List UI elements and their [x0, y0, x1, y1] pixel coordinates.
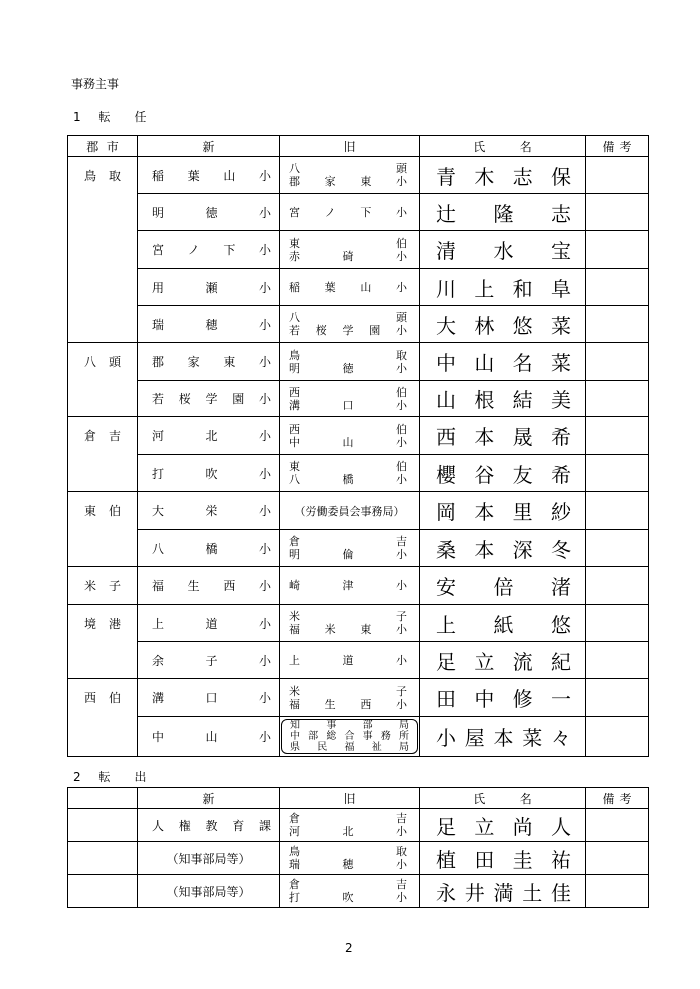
header-old: 旧: [280, 136, 420, 157]
city-cell: [68, 842, 138, 875]
name-cell: [420, 842, 586, 875]
new-school: 福 生 西 小: [152, 579, 271, 593]
person-name: 清 水 宝: [436, 239, 571, 263]
table-row: [68, 842, 649, 875]
city-cell: [68, 875, 138, 908]
transfer-table: [67, 135, 649, 757]
city-cell: [68, 343, 138, 417]
header-name: 氏 名: [420, 788, 586, 809]
old-school: [280, 162, 419, 188]
table-row: [68, 417, 649, 455]
person-name: 青 木 志 保: [436, 164, 571, 189]
memo-cell: [586, 642, 649, 679]
person-name: 中 山 名 菜: [436, 351, 571, 375]
memo-cell: [586, 269, 649, 306]
table-row: [68, 642, 649, 679]
old-cell: [280, 157, 420, 194]
table-row: [68, 343, 649, 381]
name-cell: [420, 306, 586, 343]
old-school: [280, 311, 419, 337]
new-cell: [138, 343, 280, 381]
city-name: 八 頭: [84, 355, 121, 369]
old-school: [280, 281, 419, 294]
new-cell: [138, 530, 280, 567]
person-name: 櫻 谷 友 希: [436, 462, 571, 487]
old-line: 鳥 取: [289, 348, 407, 362]
old-line: 上 道 小: [289, 653, 407, 667]
memo-cell: [586, 809, 649, 842]
old-cell: [280, 875, 420, 908]
person-name: 桑 本 深 冬: [436, 537, 571, 562]
table-row: [68, 717, 649, 757]
table-row: [68, 567, 649, 605]
old-line: 八 頭: [289, 311, 407, 324]
new-cell: [138, 567, 280, 605]
person-name: 足 立 流 紀: [436, 649, 571, 674]
new-cell: [138, 875, 280, 908]
memo-cell: [586, 343, 649, 381]
old-boxed: [281, 719, 418, 754]
old-line: 知 事 部 局: [290, 720, 409, 731]
old-school: [280, 460, 419, 486]
new-school: （知事部局等）: [166, 851, 251, 866]
new-school: 稲 葉 山 小: [152, 168, 271, 183]
section2-number: 2: [73, 770, 81, 784]
name-cell: [420, 455, 586, 492]
new-cell: [138, 605, 280, 642]
memo-cell: [586, 381, 649, 417]
old-line: 福 米 東 小: [289, 623, 407, 636]
table-row: [68, 194, 649, 231]
name-cell: [420, 530, 586, 567]
person-name: 辻 隆 志: [436, 201, 571, 226]
old-school: [280, 610, 419, 636]
old-cell: [280, 679, 420, 717]
name-cell: [420, 231, 586, 269]
old-school: [280, 386, 419, 412]
memo-cell: [586, 679, 649, 717]
old-cell: [280, 492, 420, 530]
new-school: 明 徳 小: [152, 205, 271, 220]
memo-cell: [586, 842, 649, 875]
memo-cell: [586, 231, 649, 269]
name-cell: [420, 492, 586, 530]
table-row: [68, 381, 649, 417]
new-school: 瑞 穂 小: [152, 317, 271, 332]
new-cell: [138, 492, 280, 530]
old-line: 福 生 西 小: [289, 697, 407, 711]
old-cell: [280, 194, 420, 231]
old-line: 八 橋 小: [289, 473, 407, 486]
name-cell: [420, 157, 586, 194]
person-name: 小 屋 本 菜 々: [436, 726, 571, 750]
table-row: [68, 492, 649, 530]
memo-cell: [586, 492, 649, 530]
old-cell: [280, 605, 420, 642]
old-line: 倉 吉: [289, 812, 407, 825]
new-school: （知事部局等）: [166, 884, 251, 899]
old-line: 溝 口 小: [289, 398, 407, 412]
old-line: 中 部 総 合 事 務 所: [290, 731, 409, 742]
old-line: 東 伯: [289, 460, 407, 473]
new-cell: [138, 717, 280, 757]
header-name: 氏 名: [420, 136, 586, 157]
memo-cell: [586, 455, 649, 492]
new-cell: [138, 157, 280, 194]
new-school: 打 吹 小: [152, 466, 271, 481]
name-cell: [420, 194, 586, 231]
table-row: [68, 269, 649, 306]
old-line: 河 北 小: [289, 825, 407, 838]
old-line: 倉 吉: [289, 878, 407, 891]
memo-cell: [586, 157, 649, 194]
old-school: [280, 579, 419, 592]
person-name: 大 林 悠 菜: [436, 313, 571, 338]
old-line: 鳥 取: [289, 845, 407, 858]
city-cell: [68, 492, 138, 567]
old-cell: [280, 717, 420, 757]
old-line: 八 頭: [289, 162, 407, 175]
old-cell: [280, 231, 420, 269]
table-row: [68, 530, 649, 567]
old-school: [280, 237, 419, 263]
new-cell: [138, 679, 280, 717]
old-line: 県 民 福 祉 局: [290, 742, 409, 753]
new-school: 中 山 小: [152, 730, 271, 744]
old-cell: [280, 306, 420, 343]
old-line: 若 桜 学 園 小: [289, 324, 407, 337]
person-name: 植 田 圭 祐: [436, 847, 571, 872]
old-line: 米 子: [289, 610, 407, 623]
old-cell: [280, 269, 420, 306]
old-school: [280, 535, 419, 561]
old-school: [280, 206, 419, 219]
name-cell: [420, 417, 586, 455]
memo-cell: [586, 717, 649, 757]
old-cell: [280, 455, 420, 492]
new-school: 上 道 小: [152, 616, 271, 631]
memo-cell: [586, 417, 649, 455]
new-cell: [138, 417, 280, 455]
old-cell: [280, 417, 420, 455]
section2-heading: [73, 768, 146, 785]
old-school: [280, 423, 419, 449]
header-memo: 備 考: [586, 788, 649, 809]
old-line: 打 吹 小: [289, 891, 407, 904]
old-cell: [280, 567, 420, 605]
person-name: 永 井 満 土 佳: [436, 880, 571, 905]
name-cell: [420, 717, 586, 757]
new-cell: [138, 306, 280, 343]
new-cell: [138, 642, 280, 679]
name-cell: [420, 567, 586, 605]
new-school: 郡 家 東 小: [152, 355, 271, 369]
old-cell: [280, 381, 420, 417]
new-school: 八 橋 小: [152, 541, 271, 556]
city-name: 鳥 取: [84, 169, 121, 183]
person-name: 上 紙 悠: [436, 612, 571, 637]
city-cell: [68, 417, 138, 492]
header-new: 新: [138, 136, 280, 157]
old-school: [280, 878, 419, 904]
header-memo: 備 考: [586, 136, 649, 157]
section1-number: 1: [73, 110, 81, 124]
table-row: [68, 157, 649, 194]
city-cell: [68, 679, 138, 757]
old-line: 西 伯: [289, 385, 407, 399]
person-name: 川 上 和 阜: [436, 276, 571, 301]
old-school: [280, 812, 419, 838]
table-row: [68, 231, 649, 269]
old-school: [280, 654, 419, 667]
new-cell: [138, 194, 280, 231]
old-school: [280, 685, 419, 711]
person-name: 安 倍 渚: [436, 575, 571, 599]
new-school: 余 子 小: [152, 653, 271, 668]
new-school: 用 瀬 小: [152, 280, 271, 295]
old-line: 東 伯: [289, 236, 407, 250]
old-line: 明 倫 小: [289, 548, 407, 561]
section2-title: 転 出: [98, 770, 147, 784]
new-cell: [138, 381, 280, 417]
name-cell: [420, 875, 586, 908]
memo-cell: [586, 605, 649, 642]
new-school: 人 権 教 育 課: [152, 818, 271, 833]
header-new: 新: [138, 788, 280, 809]
old-cell: [280, 642, 420, 679]
memo-cell: [586, 567, 649, 605]
name-cell: [420, 605, 586, 642]
old-line: 宮 ノ 下 小: [289, 205, 407, 219]
memo-cell: [586, 194, 649, 231]
name-cell: [420, 679, 586, 717]
new-school: 宮 ノ 下 小: [152, 243, 271, 257]
person-name: 西 本 晟 希: [436, 425, 571, 449]
old-school: [280, 349, 419, 375]
old-line: 赤 碕 小: [289, 249, 407, 263]
city-name: 東 伯: [84, 504, 121, 518]
table-row: [68, 809, 649, 842]
table-row: [68, 306, 649, 343]
name-cell: [420, 809, 586, 842]
city-name: 境 港: [84, 617, 121, 631]
table-row: [68, 455, 649, 492]
city-cell: [68, 567, 138, 605]
new-cell: [138, 455, 280, 492]
city-name: 米 子: [84, 579, 121, 593]
table-header-row: [68, 788, 649, 809]
header-city: [68, 788, 138, 809]
old-line: 明 徳 小: [289, 361, 407, 375]
old-cell: [280, 530, 420, 567]
old-line: 瑞 穂 小: [289, 858, 407, 871]
city-cell: [68, 809, 138, 842]
name-cell: [420, 642, 586, 679]
old-school: [280, 845, 419, 871]
memo-cell: [586, 306, 649, 343]
person-name: 山 根 結 美: [436, 388, 571, 412]
new-cell: [138, 269, 280, 306]
old-line: 崎 津 小: [289, 579, 407, 592]
new-school: 若 桜 学 園 小: [152, 392, 271, 406]
header-city: 郡 市: [68, 136, 138, 157]
new-cell: [138, 842, 280, 875]
new-school: 大 栄 小: [152, 504, 271, 518]
name-cell: [420, 343, 586, 381]
section1-title: 転 任: [98, 110, 147, 124]
old-line: 中 山 小: [289, 435, 407, 449]
city-name: 倉 吉: [84, 429, 121, 443]
memo-cell: [586, 875, 649, 908]
table-header-row: [68, 136, 649, 157]
old-line: 倉 吉: [289, 535, 407, 548]
new-cell: [138, 231, 280, 269]
memo-cell: [586, 530, 649, 567]
header-old: 旧: [280, 788, 420, 809]
new-school: 溝 口 小: [152, 691, 271, 705]
doc-title: 事務主事: [71, 77, 120, 91]
new-cell: [138, 809, 280, 842]
table-row: [68, 875, 649, 908]
old-cell: [280, 809, 420, 842]
old-cell: [280, 842, 420, 875]
old-note: （労働委員会事務局）: [294, 504, 405, 518]
person-name: 田 中 修 一: [436, 687, 571, 711]
table-row: [68, 679, 649, 717]
table-row: [68, 605, 649, 642]
person-name: 岡 本 里 紗: [436, 500, 571, 524]
transfer-out-table: [67, 787, 649, 908]
old-line: 西 伯: [289, 422, 407, 436]
old-line: 郡 家 東 小: [289, 175, 407, 188]
person-name: 足 立 尚 人: [436, 814, 571, 839]
new-school: 河 北 小: [152, 429, 271, 443]
name-cell: [420, 269, 586, 306]
section1-heading: [73, 108, 146, 125]
city-cell: [68, 605, 138, 679]
old-line: 稲 葉 山 小: [289, 280, 407, 294]
city-cell: [68, 157, 138, 343]
page-number: 2: [345, 941, 353, 955]
city-name: 西 伯: [84, 691, 121, 705]
name-cell: [420, 381, 586, 417]
old-line: 米 子: [289, 684, 407, 698]
old-cell: [280, 343, 420, 381]
